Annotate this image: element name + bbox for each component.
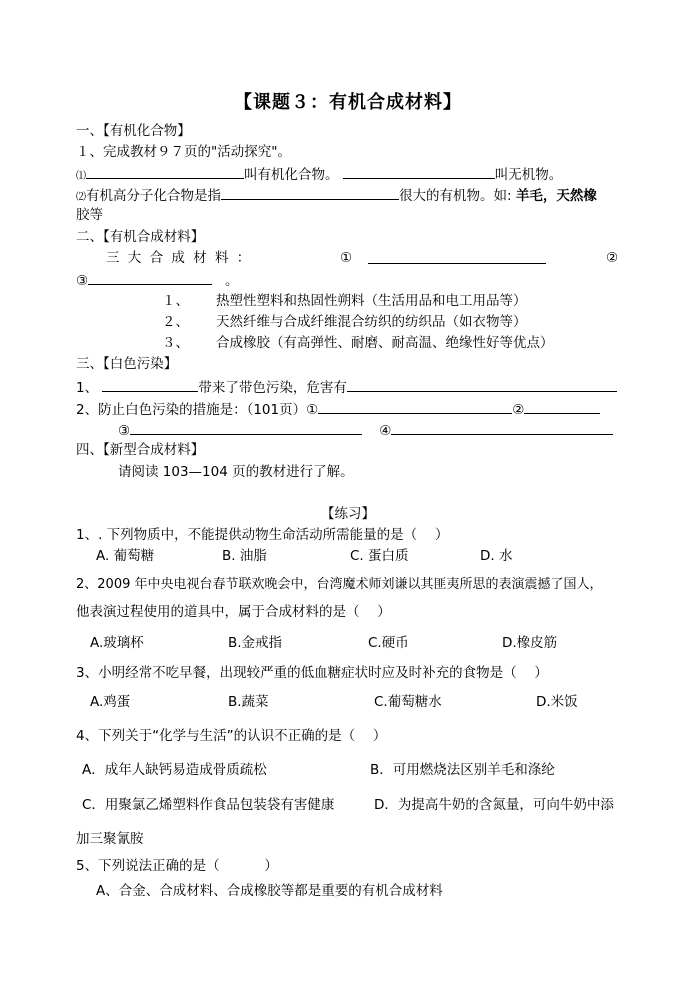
q4-option-c[interactable]: C．用聚氯乙烯塑料作食品包装袋有害健康 — [82, 797, 335, 813]
q5-option-a[interactable]: A、合金、合成材料、合成橡胶等都是重要的有机合成材料 — [96, 883, 443, 899]
section-4-text: 请阅读 103—104 页的教材进行了解。 — [118, 464, 354, 480]
blank[interactable] — [524, 399, 600, 414]
question-1-line — [76, 164, 562, 186]
circle-4: ④ — [379, 423, 392, 439]
text: 叫有机化合物。 — [244, 167, 339, 183]
text: 带来了带色污染，危害有 — [198, 380, 347, 396]
bold-text: 羊毛，天然橡 — [515, 188, 597, 204]
circle-1: ① — [340, 250, 353, 266]
circle-3: ③ — [118, 423, 131, 439]
q3-option-b[interactable]: B.蔬菜 — [228, 694, 269, 710]
blank-1[interactable] — [368, 249, 546, 269]
text: 2、防止白色污染的措施是：（101页）① — [76, 402, 319, 418]
blank[interactable] — [343, 164, 495, 179]
q2-line-1: 2、2009 年中央电视台春节联欢晚会中，台湾魔术师刘谦以其匪夷所思的表演震撼了国人， — [76, 577, 603, 592]
circle-2: ② — [512, 402, 525, 418]
pollution-line-2 — [76, 399, 600, 419]
q1-option-d[interactable]: D. 水 — [480, 548, 513, 564]
blank[interactable] — [130, 420, 362, 435]
circle-3: ③ — [76, 273, 89, 289]
list-item-num: ２、 — [162, 314, 189, 330]
section-2-heading: 二、【有机合成材料】 — [76, 229, 205, 245]
q2-option-d[interactable]: D.橡皮筋 — [502, 635, 558, 651]
list-item: 热塑性塑料和热固性朔料（生活用品和电工用品等） — [216, 293, 527, 309]
circle-2: ② — [606, 250, 619, 266]
blank[interactable] — [318, 399, 512, 414]
q2-option-c[interactable]: C.硬币 — [368, 635, 409, 651]
q1-option-a[interactable]: A. 葡萄糖 — [96, 548, 155, 564]
item-1: １、完成教材９７页的"活动探究"。 — [76, 144, 291, 160]
blank[interactable] — [88, 270, 212, 285]
three-materials-label: 三 大 合 成 材 料 ： — [106, 250, 253, 266]
blank[interactable] — [391, 420, 613, 435]
q1-option-c[interactable]: C. 蛋白质 — [350, 548, 409, 564]
practice-heading: 【练习】 — [321, 506, 375, 522]
page-title: 【课题３：有机合成材料】 — [234, 92, 462, 113]
section-1-heading: 一、【有机化合物】 — [76, 123, 191, 139]
list-item-num: １、 — [162, 293, 189, 309]
blank[interactable] — [347, 377, 617, 392]
q4-option-a[interactable]: A．成年人缺钙易造成骨质疏松 — [82, 762, 267, 778]
q2-option-a[interactable]: A.玻璃杯 — [90, 635, 144, 651]
q3-option-a[interactable]: A.鸡蛋 — [90, 694, 131, 710]
q5: 5、下列说法正确的是（ ） — [76, 858, 278, 874]
q1: 1、. 下列物质中，不能提供动物生命活动所需能量的是（ ） — [76, 527, 449, 543]
text: 很大的有机物。如: — [399, 188, 516, 204]
q4: 4、下列关于“化学与生活”的认识不正确的是（ ） — [76, 728, 387, 744]
section-3-heading: 三、【白色污染】 — [76, 356, 178, 372]
text: 有机高分子化合物是指 — [86, 188, 221, 204]
pollution-line-1 — [76, 377, 617, 397]
list-item: 天然纤维与合成纤维混合纺织的纺织品（如衣物等） — [216, 314, 527, 330]
number-label: 1、 — [76, 380, 99, 396]
pollution-line-3 — [118, 420, 613, 440]
q3-option-c[interactable]: C.葡萄糖水 — [374, 694, 442, 710]
list-item-num: ３、 — [162, 335, 189, 351]
circle-3-line — [76, 270, 238, 290]
section-4-heading: 四、【新型合成材料】 — [76, 442, 205, 458]
q3-option-d[interactable]: D.米饭 — [536, 694, 578, 710]
list-item: 合成橡胶（有高弹性、耐磨、耐高温、绝缘性好等优点） — [216, 335, 554, 351]
end-mark: 。 — [224, 273, 239, 289]
q3: 3、小明经常不吃早餐，出现较严重的低血糖症状时应及时补充的食物是（ ） — [76, 665, 548, 681]
question-2-cont: 胶等 — [76, 207, 103, 223]
blank[interactable] — [221, 185, 399, 200]
q2-option-b[interactable]: B.金戒指 — [228, 635, 283, 651]
q2-line-2: 他表演过程使用的道具中，属于合成材料的是（ ） — [76, 604, 391, 620]
q1-option-b[interactable]: B. 油脂 — [222, 548, 267, 564]
number-label: ⑴ — [76, 171, 86, 182]
number-label: ⑵ — [76, 192, 86, 203]
text: 叫无机物。 — [494, 167, 563, 183]
q4-option-d[interactable]: D．为提高牛奶的含氮量，可向牛奶中添 — [374, 797, 614, 813]
q4-option-b[interactable]: B．可用燃烧法区别羊毛和涤纶 — [370, 762, 555, 778]
blank[interactable] — [102, 377, 198, 392]
q4-option-d-cont: 加三聚氰胺 — [76, 831, 144, 847]
question-2-line — [76, 185, 597, 207]
blank[interactable] — [86, 164, 244, 179]
